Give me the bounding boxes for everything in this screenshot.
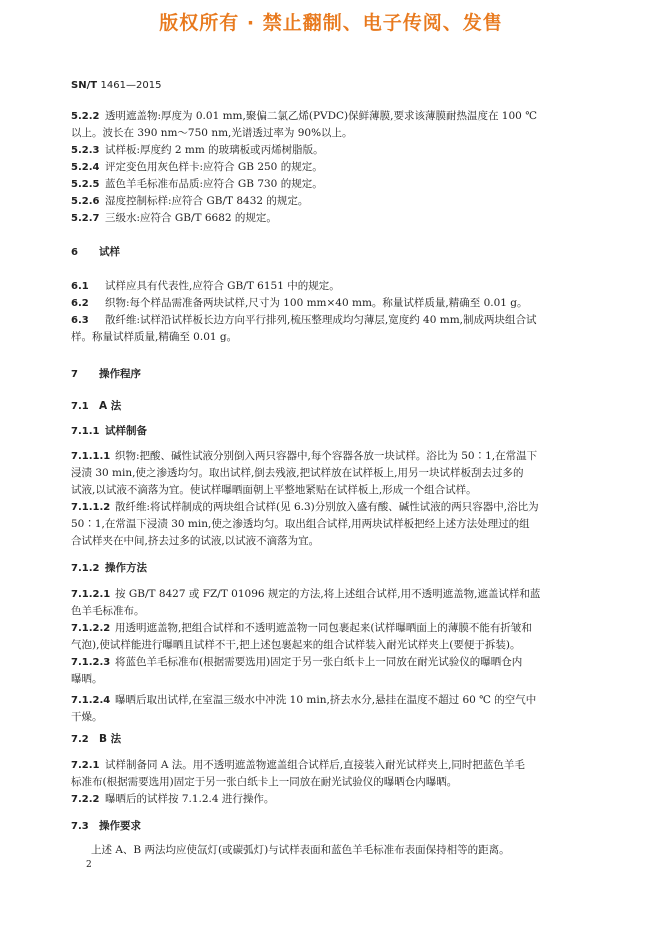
section-number: 7.1.1 bbox=[71, 426, 100, 437]
clause-5-2-3 bbox=[71, 142, 591, 159]
standard-prefix: SN/T bbox=[71, 80, 98, 91]
clause-number: 5.2.6 bbox=[71, 196, 100, 207]
clause-5-2-5 bbox=[71, 176, 591, 193]
clause-5-2-2 bbox=[71, 108, 591, 125]
clause-text: 试样板:厚度约 2 mm 的玻璃板或丙烯树脂版。 bbox=[105, 144, 324, 156]
clause-7-1-2-2 bbox=[71, 620, 591, 637]
clause-number: 5.2.2 bbox=[71, 111, 100, 122]
clause-7-1-2-3-line2: 曝晒。 bbox=[71, 673, 103, 685]
clause-7-1-1-1-line3: 试液,以试液不滴落为宜。使试样曝晒面朝上平整地紧贴在试样板上,形成一个组合试样。 bbox=[71, 484, 477, 496]
section-title: 操作程序 bbox=[99, 368, 141, 380]
clause-number: 5.2.5 bbox=[71, 179, 100, 190]
clause-6-1 bbox=[71, 278, 591, 295]
clause-7-2-2 bbox=[71, 791, 591, 808]
clause-7-1-1-2-line3: 合试样夹在中间,挤去过多的试液,以试液不滴落为宜。 bbox=[71, 535, 320, 547]
section-7-3-body bbox=[91, 842, 591, 859]
clause-number: 7.1.2.2 bbox=[71, 623, 111, 634]
clause-7-3-text: 上述 A、B 两法均应使氙灯(或碳弧灯)与试样表面和蓝色羊毛标准布表面保持相等的距离。 bbox=[91, 844, 510, 856]
clause-text: 湿度控制标样:应符合 GB/T 8432 的规定。 bbox=[105, 195, 309, 207]
clause-number: 6.1 bbox=[71, 281, 89, 292]
copyright-watermark: 版权所有 · 禁止翻制、电子传阅、发售 bbox=[159, 12, 503, 34]
section-7-1-1-body bbox=[71, 448, 591, 550]
clause-text: 散纤维:试样沿试样板长边方向平行排列,梳压整理成均匀薄层,宽度约 40 mm,制成两块组合试 bbox=[105, 314, 537, 326]
section-7-3-heading bbox=[71, 818, 591, 835]
clause-7-1-1-2-line2: 50∶1,在常温下浸渍 30 min,使之渗透均匀。取出组合试样,用两块试样板把经上述方法处理过的组 bbox=[71, 518, 530, 530]
section-7-1-1-heading bbox=[71, 423, 591, 440]
clause-7-1-2-4 bbox=[71, 692, 591, 709]
clause-7-1-2-1-line2: 色羊毛标准布。 bbox=[71, 605, 145, 617]
clause-number: 7.1.1.2 bbox=[71, 502, 111, 513]
section-title: 操作要求 bbox=[99, 820, 141, 832]
clause-number: 7.2.1 bbox=[71, 760, 100, 771]
clause-text: 曝晒后取出试样,在室温三级水中冲洗 10 min,挤去水分,悬挂在温度不超过 60 ℃ 的空气中 bbox=[115, 694, 537, 706]
clause-number: 5.2.4 bbox=[71, 162, 100, 173]
clause-5-2-2-cont: 以上。波长在 390 nm～750 nm,光谱透过率为 90%以上。 bbox=[71, 127, 353, 139]
clause-text: 曝晒后的试样按 7.1.2.4 进行操作。 bbox=[105, 793, 275, 805]
clause-number: 5.2.3 bbox=[71, 145, 100, 156]
clause-7-1-2-2-line2: 气泡),使试样能进行曝晒且试样不干,把上述包裹起来的组合试样装入耐光试样夹上(要便于拆装)。 bbox=[71, 639, 521, 651]
clause-number: 7.1.2.1 bbox=[71, 589, 111, 600]
standard-header bbox=[71, 80, 161, 91]
clause-number: 6.2 bbox=[71, 298, 89, 309]
clause-text: 透明遮盖物:厚度为 0.01 mm,聚偏二氯乙烯(PVDC)保鲜薄膜,要求该薄膜耐热温度在 100 ℃ bbox=[105, 110, 537, 122]
clause-text: 蓝色羊毛标准布品质:应符合 GB 730 的规定。 bbox=[105, 178, 323, 190]
clause-number: 6.3 bbox=[71, 315, 89, 326]
section-number: 7.2 bbox=[71, 734, 89, 745]
clause-text: 三级水:应符合 GB/T 6682 的规定。 bbox=[105, 212, 277, 224]
clause-7-2-1 bbox=[71, 757, 591, 774]
section-title: A 法 bbox=[99, 400, 122, 412]
page-number: 2 bbox=[86, 860, 92, 870]
standard-number: 1461—2015 bbox=[100, 80, 162, 91]
section-number: 6 bbox=[71, 247, 78, 258]
section-6-items bbox=[71, 278, 591, 346]
clause-7-1-1-1 bbox=[71, 448, 591, 465]
clause-6-2 bbox=[71, 295, 591, 312]
clause-text: 按 GB/T 8427 或 FZ/T 01096 规定的方法,将上述组合试样,用不透明遮盖物,遮盖试样和蓝 bbox=[115, 588, 541, 600]
section-5-2-items bbox=[71, 108, 591, 227]
section-number: 7.1.2 bbox=[71, 563, 100, 574]
section-title: 试样制备 bbox=[105, 425, 147, 437]
section-7-heading bbox=[71, 366, 591, 383]
section-number: 7.1 bbox=[71, 401, 89, 412]
clause-text: 织物:把酸、碱性试液分别倒入两只容器中,每个容器各放一块试样。浴比为 50∶1,在常温下 bbox=[115, 450, 538, 462]
clause-text: 试样制备同 A 法。用不透明遮盖物遮盖组合试样后,直接装入耐光试样夹上,同时把蓝色羊毛 bbox=[105, 759, 525, 771]
clause-number: 7.1.2.4 bbox=[71, 695, 111, 706]
section-7-1-2-body bbox=[71, 586, 591, 726]
clause-5-2-6 bbox=[71, 193, 591, 210]
clause-number: 7.1.1.1 bbox=[71, 451, 111, 462]
clause-6-3 bbox=[71, 312, 591, 329]
clause-text: 评定变色用灰色样卡:应符合 GB 250 的规定。 bbox=[105, 161, 323, 173]
clause-7-1-1-1-line2: 浸渍 30 min,使之渗透均匀。取出试样,倒去残液,把试样放在试样板上,用另一块试样板刮去过多的 bbox=[71, 467, 524, 479]
clause-7-1-2-1 bbox=[71, 586, 591, 603]
section-number: 7.3 bbox=[71, 821, 89, 832]
clause-7-1-2-3 bbox=[71, 654, 591, 671]
section-title: 操作方法 bbox=[105, 562, 147, 574]
clause-5-2-4 bbox=[71, 159, 591, 176]
clause-number: 7.2.2 bbox=[71, 794, 100, 805]
clause-5-2-7 bbox=[71, 210, 591, 227]
clause-number: 7.1.2.3 bbox=[71, 657, 111, 668]
clause-6-3-cont: 样。称量试样质量,精确至 0.01 g。 bbox=[71, 331, 238, 343]
clause-7-1-1-2 bbox=[71, 499, 591, 516]
clause-text: 试样应具有代表性,应符合 GB/T 6151 中的规定。 bbox=[105, 280, 340, 292]
clause-text: 织物:每个样品需准备两块试样,尺寸为 100 mm×40 mm。称量试样质量,精确至 0.01 g。 bbox=[105, 297, 528, 309]
clause-7-2-1-line2: 标准布(根据需要选用)固定于另一张白纸卡上一同放在耐光试验仪的曝晒仓内曝晒。 bbox=[71, 776, 458, 788]
section-7-1-2-heading bbox=[71, 560, 591, 577]
section-6-heading bbox=[71, 244, 591, 261]
section-7-2-heading bbox=[71, 731, 591, 748]
clause-text: 将蓝色羊毛标准布(根据需要选用)固定于另一张白纸卡上一同放在耐光试验仪的曝晒仓内 bbox=[115, 656, 523, 668]
section-7-2-body bbox=[71, 757, 591, 808]
clause-text: 用透明遮盖物,把组合试样和不透明遮盖物一同包裹起来(试样曝晒面上的薄膜不能有折皱和 bbox=[115, 622, 532, 634]
clause-number: 5.2.7 bbox=[71, 213, 100, 224]
clause-text: 散纤维:将试样制成的两块组合试样(见 6.3)分别放入盛有酸、碱性试液的两只容器中,浴比为 bbox=[115, 501, 539, 513]
clause-7-1-2-4-line2: 干燥。 bbox=[71, 711, 103, 723]
section-number: 7 bbox=[71, 369, 78, 380]
section-title: B 法 bbox=[99, 733, 122, 745]
section-title: 试样 bbox=[99, 246, 120, 258]
section-7-1-heading bbox=[71, 398, 591, 415]
